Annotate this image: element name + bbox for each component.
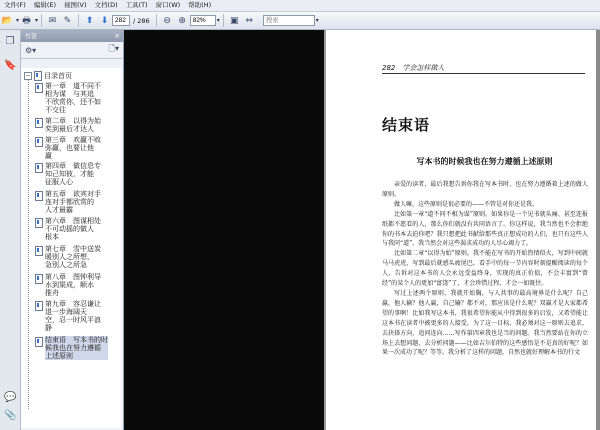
bookmark-icon [35, 218, 43, 228]
bookmark-root[interactable] [24, 71, 72, 81]
toolbar-divider [156, 14, 157, 27]
menu-document[interactable]: 文档(D) [94, 1, 118, 9]
panel-toolbar [21, 42, 123, 59]
menu-tools[interactable]: 工具(T) [125, 1, 148, 9]
bookmark-icon [35, 274, 43, 284]
page-up-icon[interactable]: ⬆ [85, 15, 94, 26]
options-menu-icon[interactable]: ⚙▾ [25, 45, 37, 55]
bookmark-icon [35, 301, 43, 311]
attachments-icon[interactable]: 📎 [4, 410, 17, 421]
running-header: 282 学会怎样做人 [382, 64, 445, 72]
bookmark-label: 第六章 图谋相处 不可动摇的做人 根本 [45, 217, 101, 242]
bookmark-icon [35, 337, 43, 347]
page-number-input[interactable] [112, 15, 130, 26]
bookmark-item-selected[interactable] [35, 336, 119, 360]
zoom-in-icon[interactable]: ⊕ [178, 15, 186, 26]
menu-bar [0, 0, 600, 12]
bookmark-icon [35, 137, 43, 147]
toolbar-divider [78, 14, 79, 27]
bookmark-icon [35, 191, 43, 201]
previous-page-region [124, 30, 324, 430]
bookmark-item[interactable] [35, 136, 119, 160]
new-bookmark-icon[interactable]: 🗋▾ [108, 44, 119, 53]
bookmark-root-label: 目录首页 [44, 72, 72, 80]
bookmark-item[interactable] [35, 217, 119, 241]
header-rule [382, 73, 585, 74]
paragraph: 写过上述两个原则，我就开始胸，与人共事的最高境界是什么呢？自己赢，他人输？他人赢，自己输？都不对，那应该是什么呢？双赢才是大家都希望的事啊！比如我写这本书，我很希望你能从中得到很多的启发，又希望能让这本书在读者中被更多的人接受，为了这一目标，我必须对这一原则去追求，去抉择方向，追问连向……写作第四章我也是当的问题。我当然要站在你的立场上去想问题，去分析问题——比如吉尔伯特的这些感悟是不是真的好呢？如果一次成功了呢？等等。我分析了这样的问题，自然也就好理解本书的行文 [382, 289, 588, 357]
toolbar [0, 12, 600, 30]
document-area [124, 30, 600, 430]
open-dropdown-icon[interactable]: ▾ [16, 17, 20, 24]
menu-help[interactable]: 帮助(H) [188, 1, 212, 9]
bookmark-icon [35, 246, 43, 256]
fit-page-icon[interactable]: ▣ [229, 15, 239, 26]
bookmark-item[interactable] [35, 190, 119, 214]
toolbar-divider [41, 14, 42, 27]
zoom-out-icon[interactable]: ⊖ [163, 15, 171, 26]
bookmark-tree [21, 68, 121, 428]
toolbar-divider [223, 14, 224, 27]
fit-width-icon[interactable]: ⇔ [245, 15, 253, 26]
bookmark-label: 结束语 写本书的时 候我也在努力遵循 上述原则 [45, 336, 108, 361]
print-dropdown-icon[interactable]: ▾ [35, 17, 39, 24]
email-icon[interactable]: ✉ [48, 15, 57, 26]
zoom-input[interactable] [190, 15, 216, 26]
bookmark-label: 第七章 雪中送炭 暖别人之所想， 急别人之所急 [45, 245, 101, 270]
menu-view[interactable]: 视图(V) [64, 1, 87, 9]
paragraph: 亲爱的读者，最后我想告诉你我在写本书时，也在努力遵循着上述的做人原则。 [382, 181, 588, 198]
bookmark-label: 第四章 做信息专 知己知彼，才能 征服人心 [45, 162, 101, 187]
zoom-dropdown-icon[interactable]: ▾ [216, 17, 220, 24]
total-pages: / 286 [133, 16, 150, 25]
paragraph: 比如第一章“道不同不相为谋”原则。如果你是一个见书就头痛、甚至连报纸都不愿看的人，那么你们就没有共同语言了。你这样说，我当然也不会拒绝你的书本去迫你吧？我只想把此书献给那些真正想成功的人们，也只有这些人与我同“道”，我当然会对这些渴求成功的人尽心竭力了。 [382, 210, 588, 248]
page-title: 结束语 [382, 116, 431, 134]
print-icon[interactable]: 🖶 [22, 15, 31, 26]
bookmark-label: 第三章 欢赢不败 弥赢，也要让他 赢 [45, 136, 101, 161]
bookmark-label: 第二章 以得为始 奖到最后才达人 [45, 117, 101, 134]
document-page [326, 30, 596, 430]
pages-icon[interactable]: ❐ [5, 36, 15, 47]
bookmark-label: 第五章 欲宾对手 连对手都欣赏的 人才最霸 [45, 190, 101, 215]
bookmark-item[interactable] [35, 162, 119, 186]
paragraph: 比如第二章“以得为始”原则。我不能在写书的开始热情似火，写到中间就马马虎虎，写到最后就感头疲尾巴。看手中的每一节内容时刻提醒阅读的每个人，告诉对这本书的人会永远受益终身，实现的真正价值，不会丰富到“曾经”的某个人的更加“富饶”了，才会珍惜过程，才会一如既往。 [382, 250, 588, 288]
paragraph: 做人嘛，这些原则是很必要的——不管是对你还是我。 [394, 200, 539, 208]
bookmark-item[interactable] [35, 245, 119, 269]
bookmark-item[interactable] [35, 117, 119, 133]
navigation-rail [0, 30, 21, 430]
open-icon[interactable]: 📂 [1, 15, 14, 26]
page-body [382, 180, 588, 358]
panel-header [21, 30, 123, 42]
page-down-icon[interactable]: ⬇ [100, 15, 109, 26]
tree-connector [28, 80, 29, 410]
bookmark-label: 第一章 道不同不 相为谋 与其追 不欣赏你，还不如 不交往 [45, 82, 101, 115]
close-icon[interactable]: × [114, 32, 120, 40]
bookmark-icon [35, 163, 43, 173]
bookmark-item[interactable] [35, 300, 119, 332]
bookmark-item[interactable] [35, 82, 119, 114]
page-subtitle: 写本书的时候我也在努力遵循上述原则 [416, 156, 553, 166]
sign-icon[interactable]: ✎ [63, 15, 72, 26]
bookmark-label: 第八章 图钟利导 水到渠成，顺水 推舟 [45, 273, 101, 298]
bookmark-item[interactable] [35, 273, 119, 297]
bookmark-label: 第九章 容忍谦让 退一步海阔天 空，忍一时风平浪 静 [45, 300, 101, 333]
menu-file[interactable]: 文件(F) [4, 1, 26, 9]
search-input[interactable] [263, 15, 315, 26]
bookmark-icon [35, 118, 43, 128]
menu-window[interactable]: 窗口(W) [155, 1, 181, 9]
bookmarks-panel [21, 30, 124, 430]
search-dropdown-icon[interactable]: ▾ [315, 17, 319, 24]
bookmarks-icon[interactable]: 🔖 [4, 60, 17, 71]
menu-edit[interactable]: 编辑(E) [33, 1, 56, 9]
bookmark-icon [34, 71, 42, 81]
panel-title: 书签 [24, 32, 37, 40]
vertical-scrollbar[interactable] [596, 30, 600, 430]
collapse-icon[interactable]: − [25, 72, 31, 79]
bookmark-icon [35, 83, 43, 93]
comments-icon[interactable]: 💬 [4, 392, 17, 403]
